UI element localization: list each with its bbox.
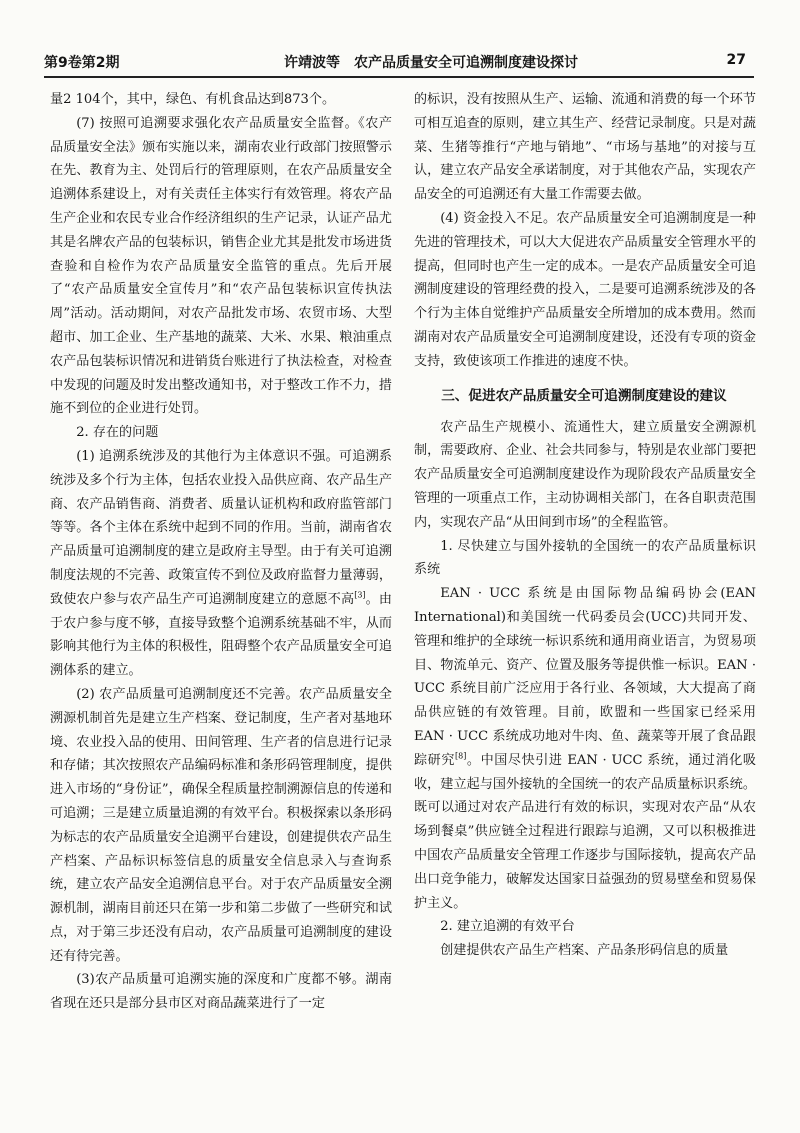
paragraph: (7) 按照可追溯要求强化农产品质量安全监督。《农产品质量安全法》颁布实施以来，湖南农业行政部门按照警示在先、教育为主、处罚后行的管理原则，在农产品质量安全追溯体系建设上，对有关责任主体实行有效管理。将农产品生产企业和农民专业合作经济组织的生产记录，认证产品尤其是名牌农产品的包装标识，销售企业尤其是批发市场进货查验和自检作为农产品质量安全监管的重点。先后开展了“农产品质量安全宣传月”和“农产品包装标识宣传执法周”活动。活动期间，对农产品批发市场、农贸市场、大型超市、加工企业、生产基地的蔬菜、大米、水果、粮油重点农产品包装标识情况和进销货台账进行了执法检查，对检查中发现的问题及时发出整改通知书，对于整改工作不力，措施不到位的企业进行处罚。 [50,115,392,417]
running-header [44,48,754,78]
left-column [50,88,392,1016]
paragraph: 的标识，没有按照从生产、运输、流通和消费的每一个环节可相互追查的原则，建立其生产、经营记录制度。只是对蔬菜、生猪等推行“产地与销地”、“市场与基地”的对接与互认，建立农产品安全承诺制度，对于其他农产品，实现农产品安全的可追溯还有大量工作需要去做。 [414,92,756,203]
paragraph: (2) 农产品质量可追溯制度还不完善。农产品质量安全溯源机制首先是建立生产档案、登记制度，生产者对基地环境、农业投入品的使用、田间管理、生产者的信息进行记录和存储；其次按照农产品编码标准和条形码管理制度，提供进入市场的“身份证”，确保全程质量控制溯源信息的传递和可追溯；三是建立质量追溯的有效平台。积极探索以条形码为标志的农产品质量安全追溯平台建设，创建提供农产品生产档案、产品标识标签信息的质量安全信息录入与查询系统，建立农产品安全追溯信息平台。对于农产品质量安全溯源机制，湖南目前还只在第一步和第二步做了一些研究和试点，对于第三步还没有启动，农产品质量可追溯制度的建设还有待完善。 [50,686,392,964]
citation: [3] [354,590,366,600]
paragraph: (1) 追溯系统涉及的其他行为主体意识不强。可追溯系统涉及多个行为主体，包括农业投入品供应商、农产品生产商、农产品销售商、消费者、质量认证机构和政府监管部门等等。各个主体在系统中起到不同的作用。当前，湖南省农产品质量可追溯制度的建立是政府主导型。由于有关可追溯制度法规的不完善、政策宣传不到位及政府监督力量薄弱，致使农户参与农产品生产可追溯制度建立的意愿不高[3]。由于农户参与度不够，直接导致整个追溯系统基础不牢，从而影响其他行为主体的积极性，阻碍整个农产品质量安全可追溯体系的建立。 [50,448,392,679]
subsection-heading: 2. 建立追溯的有效平台 [440,919,575,935]
section-heading: 三、促进农产品质量安全可追溯制度建设的建议 [441,387,727,404]
page-number: 27 [726,52,746,68]
subsection-heading: 1. 尽快建立与国外接轨的全国统一的农产品质量标识系统 [414,538,756,578]
right-column [414,88,756,963]
paragraph: 量2 104个，其中，绿色、有机食品达到873个。 [50,92,336,107]
section-heading: 2. 存在的问题 [76,425,159,441]
volume-issue: 第9卷第2期 [44,55,120,71]
header-authors: 许靖波等 [284,55,340,71]
header-title: 农产品质量安全可追溯制度建设探讨 [354,55,578,71]
header-authors-title [284,52,578,72]
citation: [8] [455,751,467,761]
paragraph: (3)农产品质量可追溯实施的深度和广度都不够。湖南省现在还只是部分县市区对商品蔬菜进行了一定 [50,972,392,1012]
paragraph: 农产品生产规模小、流通性大，建立质量安全溯源机制，需要政府、企业、社会共同参与，特别是农业部门要把农产品质量安全可追溯制度建设作为现阶段农产品质量安全管理的一项重点工作，主动协调相关部门，在各自职责范围内，实现农产品“从田间到市场”的全程监管。 [414,419,756,530]
paragraph: 创建提供农产品生产档案、产品条形码信息的质量 [440,943,729,959]
paragraph: EAN · UCC 系统是由国际物品编码协会(EAN International)和美国统一代码委员会(UCC)共同开发、管理和维护的全球统一标识系统和通用商业语言，为贸易项目、物流单元、资产、位置及服务等提供惟一标识。EAN · UCC 系统目前广泛应用于各行业、各领域，大大提高了商品供应链的有效管理。目前，欧盟和一些国家已经采用 EAN · UCC 系统成功地对牛肉、鱼、蔬菜等开展了食品跟踪研究[8]。中国尽快引进 EAN · UCC 系统，通过消化吸收，建立起与国外接轨的全国统一的农产品质量标识系统。既可以通过对农产品进行有效的标识，实现对农产品“从农场到餐桌”供应链全过程进行跟踪与追溯，又可以积极推进中国农产品质量安全管理工作逐步与国际接轨，提高农产品出口竞争能力，破解发达国家日益强劲的贸易壁垒和贸易保护主义。 [414,586,757,911]
paragraph: (4) 资金投入不足。农产品质量安全可追溯制度是一种先进的管理技术，可以大大促进农产品质量安全管理水平的提高，但同时也产生一定的成本。一是农产品质量安全可追溯制度建设的管理经费的投入，二是要可追溯系统涉及的各个行为主体自觉维护产品质量安全所增加的成本费用。然而湖南对农产品质量安全可追溯制度建设，还没有专项的资金支持，致使该项工作推进的速度不快。 [414,210,756,369]
